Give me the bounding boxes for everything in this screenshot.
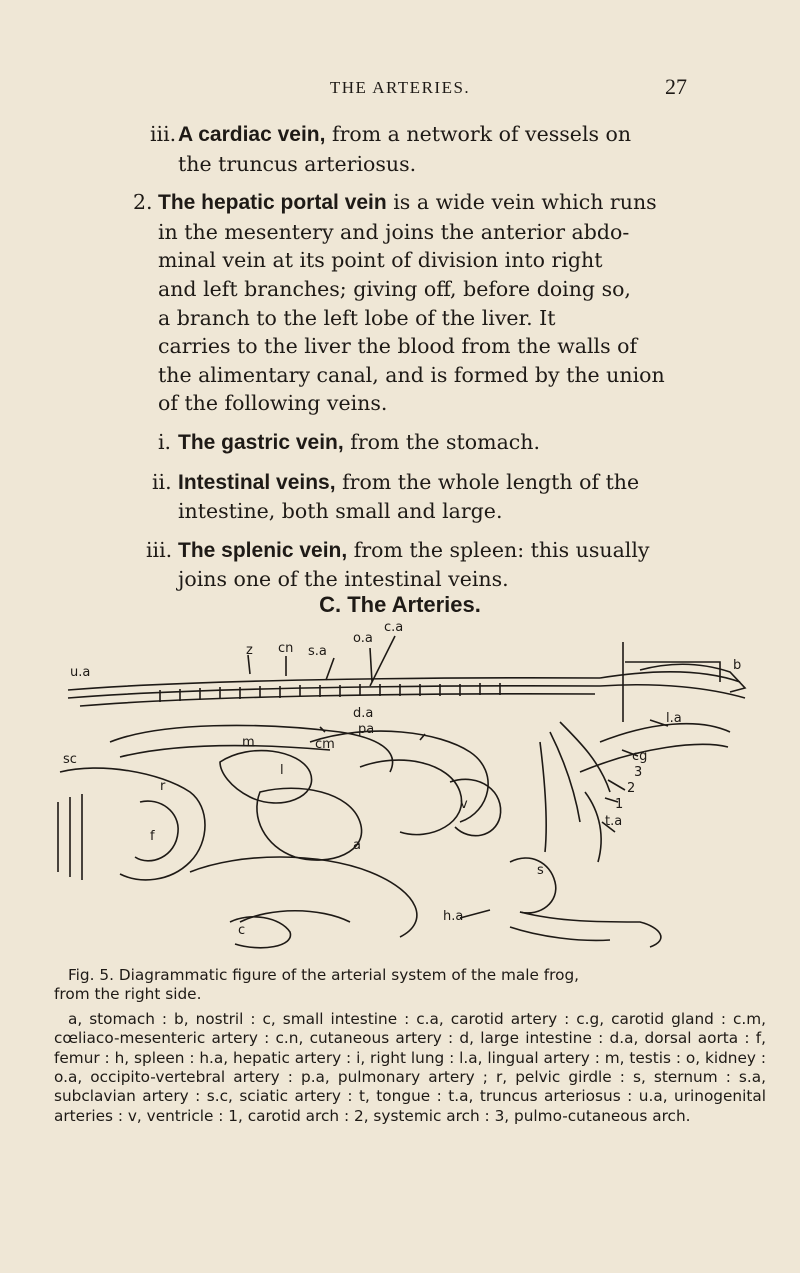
item-line: a branch to the left lobe of the liver. It [158, 305, 556, 330]
list-item-intestinal-veins [0, 468, 800, 526]
figure-label: s.a [308, 644, 327, 659]
figure-label: a [353, 838, 361, 853]
figure-label: l [280, 763, 284, 778]
item-line: in the mesentery and joins the anterior abdo- [158, 219, 630, 244]
item-line: of the following veins. [158, 391, 388, 416]
figure-label: u.a [70, 665, 91, 680]
item-line: and left branches; giving off, before doing so, [158, 276, 631, 301]
item-line: the alimentary canal, and is formed by the union [158, 362, 665, 387]
figure-label: f [150, 829, 155, 844]
figure-label: t.a [605, 814, 623, 829]
figure-label: m [242, 735, 255, 750]
figure-label: 3 [634, 765, 643, 780]
item-line: from the stomach. [343, 429, 540, 454]
list-item-cardiac-vein [0, 120, 800, 178]
caption-title-line: from the right side. [54, 985, 202, 1004]
figure-label: b [733, 658, 742, 673]
figure-label: r [160, 779, 166, 794]
item-line: from the spleen: this usually [347, 537, 650, 562]
item-term: The splenic vein, [178, 538, 348, 562]
figure-label: d.a [353, 706, 374, 721]
figure-label: o.a [353, 631, 373, 646]
item-marker: iii. [146, 537, 173, 562]
item-line: from the whole length of the [335, 469, 640, 494]
figure-label: 2 [627, 781, 636, 796]
item-line: carries to the liver the blood from the walls of [158, 334, 638, 359]
figure-label: cn [278, 641, 294, 656]
figure-caption [54, 966, 766, 1126]
arterial-system-figure [40, 622, 765, 952]
figure-label: pa [358, 722, 375, 737]
list-item-hepatic-portal-vein [0, 188, 800, 418]
figure-label: h.a [443, 909, 464, 924]
item-marker: ii. [152, 469, 172, 494]
page-header [0, 74, 800, 108]
item-term: A cardiac vein, [178, 123, 326, 146]
list-item-splenic-vein [0, 536, 800, 594]
item-line: the truncus arteriosus. [178, 151, 417, 176]
caption-legend: a, stomach : b, nostril : c, small intestine : c.a, carotid artery : c.g, carotid gland : c.m, cœliaco-mesenteric artery : c.n, cutaneous artery : d, large intestine : d.a, dorsal aorta : f, femur : h, spleen : h.a, hepatic artery : i, right lung : l.a, lingual artery : m, testis : o, kidney : o.a, occipito-vertebral artery : p.a, pulmonary artery ; r, pelvic girdle : s, sternum : s.a, subclavian artery : s.c, sciatic artery : t, tongue : t.a, truncus arteriosus : u.a, urinogenital arteries : v, ventricle : 1, carotid arch : 2, systemic arch : 3, pulmo-cutaneous arch. [54, 1009, 766, 1125]
figure-label: l.a [666, 711, 682, 726]
item-line: is a wide vein which runs [386, 190, 657, 215]
figure-label: cg [632, 749, 648, 764]
item-line: from a network of vessels on [325, 122, 632, 146]
item-term: The gastric vein, [178, 430, 344, 454]
section-heading: C. The Arteries. [319, 592, 481, 617]
frog-diagram [40, 622, 765, 952]
item-line: intestine, both small and large. [178, 499, 503, 524]
figure-label: z [246, 643, 253, 658]
running-head: THE ARTERIES. [329, 78, 471, 97]
caption-title-line: Fig. 5. Diagrammatic figure of the arterial system of the male frog, [68, 966, 580, 984]
figure-label: 1 [615, 797, 624, 812]
list-item-gastric-vein [0, 428, 800, 458]
item-line: minal vein at its point of division into right [158, 248, 603, 273]
figure-label: s [537, 863, 544, 878]
figure-label: cm [315, 737, 335, 752]
item-term: The hepatic portal vein [158, 191, 387, 215]
figure-label: sc [63, 752, 77, 767]
item-line: joins one of the intestinal veins. [178, 567, 509, 592]
item-marker: 2. [133, 190, 153, 215]
body-text [0, 120, 800, 604]
item-marker: i. [158, 429, 172, 454]
page-number: 27 [665, 74, 687, 99]
figure-label: c.a [384, 622, 404, 635]
item-term: Intestinal veins, [178, 470, 336, 494]
item-marker: iii. [150, 122, 177, 146]
figure-label: c [238, 923, 246, 938]
figure-label: v [460, 797, 468, 812]
